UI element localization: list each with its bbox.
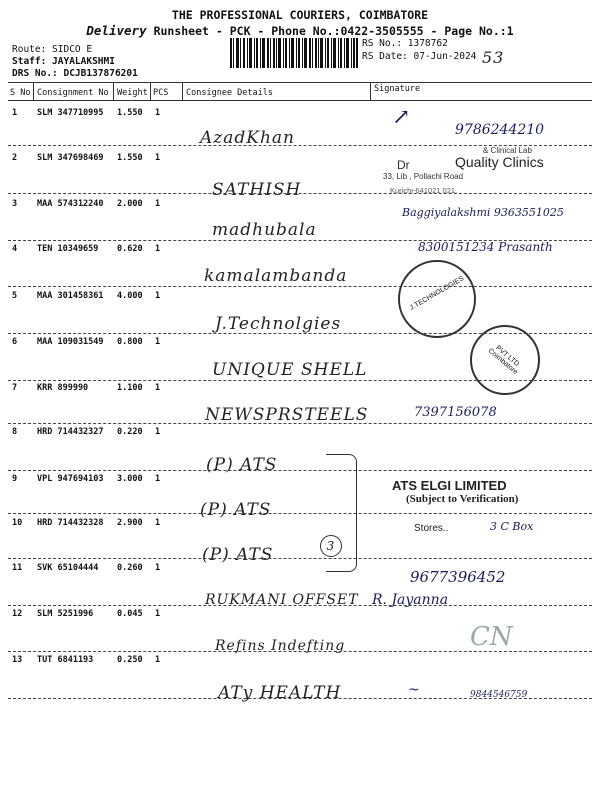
row-divider (8, 651, 592, 652)
row-weight: 0.800 (117, 337, 143, 347)
row-weight: 4.000 (117, 291, 143, 301)
row-divider (8, 513, 592, 514)
company-seal (398, 260, 476, 338)
row-sno: 1 (12, 108, 18, 118)
header-bottom-rule (8, 100, 592, 101)
row-consignee: Refins Indefting (215, 638, 346, 654)
circled-count: 3 (320, 535, 342, 557)
row-signature: 9786244210 (455, 122, 545, 138)
row-consignment: SLM 347710995 (37, 108, 104, 118)
row-sno: 13 (12, 655, 23, 665)
row-consignment: KRR 899990 (37, 383, 89, 393)
ats-stamp-subtitle: (Subject to Verification) (406, 493, 519, 505)
row-signature: 9844546759 (470, 690, 528, 700)
row-pcs: 1 (155, 291, 161, 301)
clinic-stamp-addr: 33, Lib , Pollachi Road (383, 172, 464, 181)
subtitle-delivery: Delivery (86, 23, 147, 38)
row-consignee: (P) ATS (202, 545, 274, 565)
clinic-stamp-top: & Clinical Lab (483, 146, 532, 155)
row-sno: 9 (12, 474, 18, 484)
rs-date: RS Date: 07-Jun-2024 (362, 51, 477, 62)
row-weight: 0.260 (117, 563, 143, 573)
scribble-signature: ↗︎ (392, 105, 411, 130)
handwritten-page-mark: 53 (482, 48, 505, 67)
row-pcs: 1 (155, 609, 161, 619)
scribble-signature: ~ (408, 682, 420, 698)
col-pcs: PCS (153, 88, 169, 98)
row-signature: R. Jayanna (372, 592, 449, 608)
col-divider (33, 83, 34, 100)
clinic-stamp-name: Quality Clinics (455, 154, 544, 170)
col-divider (113, 83, 114, 100)
rs-number: RS No.: 1378762 (362, 38, 448, 49)
row-divider (8, 193, 592, 194)
route-label: Route: SIDCO E (12, 44, 93, 55)
row-sno: 2 (12, 153, 18, 163)
row-weight: 1.100 (117, 383, 143, 393)
row-weight: 0.620 (117, 244, 143, 254)
row-weight: 1.550 (117, 108, 143, 118)
row-sno: 6 (12, 337, 18, 347)
row-consignment: SVK 65104444 (37, 563, 99, 573)
row-pcs: 1 (155, 383, 161, 393)
row-pcs: 1 (155, 427, 161, 437)
clinic-stamp-city: Kurichi-641021 021. (390, 186, 458, 195)
ats-stamp-title: ATS ELGI LIMITED (392, 478, 507, 493)
row-sno: 10 (12, 518, 23, 528)
row-consignee: ATy HEALTH (218, 683, 342, 703)
row-pcs: 1 (155, 199, 161, 209)
row-divider (8, 470, 592, 471)
col-divider (150, 83, 151, 100)
row-consignee: (P) ATS (206, 455, 278, 475)
row-signature: 8300151234 Prasanth (418, 240, 553, 254)
col-signature: Signature (374, 84, 421, 94)
clinic-stamp (383, 146, 559, 182)
row-divider (8, 558, 592, 559)
row-consignee: SATHISH (212, 180, 302, 200)
staff-label: Staff: JAYALAKSHMI (12, 56, 115, 67)
col-divider (182, 83, 183, 100)
row-sno: 12 (12, 609, 23, 619)
col-consignment: Consignment No (37, 88, 109, 98)
row-pcs: 1 (155, 337, 161, 347)
row-consignment: SLM 5251996 (37, 609, 94, 619)
drs-number: DRS No.: DCJB137876201 (12, 68, 138, 79)
clinic-stamp-dr: Dr (397, 158, 410, 172)
subtitle-rest: Runsheet - PCK - Phone No.:0422-3505555 - Page No.:1 (153, 24, 514, 38)
row-weight: 2.900 (117, 518, 143, 528)
row-sno: 3 (12, 199, 18, 209)
row-sno: 5 (12, 291, 18, 301)
row-consignee: AzadKhan (200, 128, 295, 148)
ats-stamp (392, 478, 554, 515)
row-pcs: 1 (155, 655, 161, 665)
row-pcs: 1 (155, 153, 161, 163)
company-seal-2 (470, 325, 540, 395)
row-consignment: TUT 6841193 (37, 655, 94, 665)
runsheet-subtitle (0, 23, 600, 38)
row-consignee: RUKMANI OFFSET (205, 592, 359, 608)
row-consignee: kamalambanda (204, 266, 348, 286)
row-pcs: 1 (155, 244, 161, 254)
row-pcs: 1 (155, 563, 161, 573)
stores-stamp: Stores.. (414, 523, 449, 534)
row-weight: 1.550 (117, 153, 143, 163)
row-consignment: MAA 109031549 (37, 337, 104, 347)
row-consignee: NEWSPRSTEELS (205, 405, 369, 425)
row-weight: 3.000 (117, 474, 143, 484)
row-signature: Baggiyalakshmi 9363551025 (402, 206, 564, 219)
row-weight: 0.220 (117, 427, 143, 437)
faint-signature: CN (470, 622, 513, 652)
row-signature: 9677396452 (410, 568, 506, 586)
table-top-rule (8, 82, 592, 83)
row-sno: 8 (12, 427, 18, 437)
col-weight: Weight (117, 88, 148, 98)
row-divider (8, 605, 592, 606)
row-consignee: J.Technolgies (215, 314, 342, 334)
col-sno: S No (10, 88, 31, 98)
stores-handwriting: 3 C Box (490, 520, 534, 533)
barcode-image (230, 38, 358, 68)
row-consignment: MAA 301458361 (37, 291, 104, 301)
row-pcs: 1 (155, 518, 161, 528)
row-weight: 0.250 (117, 655, 143, 665)
row-weight: 0.045 (117, 609, 143, 619)
row-consignment: TEN 10349659 (37, 244, 99, 254)
row-weight: 2.000 (117, 199, 143, 209)
seal-text: J.TECHNOLOGIES (408, 275, 466, 312)
row-pcs: 1 (155, 108, 161, 118)
row-signature: 7397156078 (414, 405, 497, 420)
row-sno: 7 (12, 383, 18, 393)
row-consignee: (P) ATS (200, 500, 272, 520)
row-sno: 4 (12, 244, 18, 254)
row-consignment: MAA 574312240 (37, 199, 104, 209)
row-consignee: UNIQUE SHELL (212, 360, 368, 380)
row-consignment: SLM 347698469 (37, 153, 104, 163)
seal2-text: PVT LTD Coimbatore (486, 344, 521, 376)
row-consignment: HRD 714432328 (37, 518, 104, 528)
row-divider (8, 698, 592, 699)
row-consignment: VPL 947694103 (37, 474, 104, 484)
col-divider (370, 83, 371, 100)
row-consignee: madhubala (212, 220, 317, 240)
row-divider (8, 286, 592, 287)
row-sno: 11 (12, 563, 23, 573)
row-consignment: HRD 714432327 (37, 427, 104, 437)
row-pcs: 1 (155, 474, 161, 484)
col-consignee: Consignee Details (186, 88, 273, 98)
runsheet-title: THE PROFESSIONAL COURIERS, COIMBATORE (171, 8, 429, 22)
row-divider (8, 380, 592, 381)
